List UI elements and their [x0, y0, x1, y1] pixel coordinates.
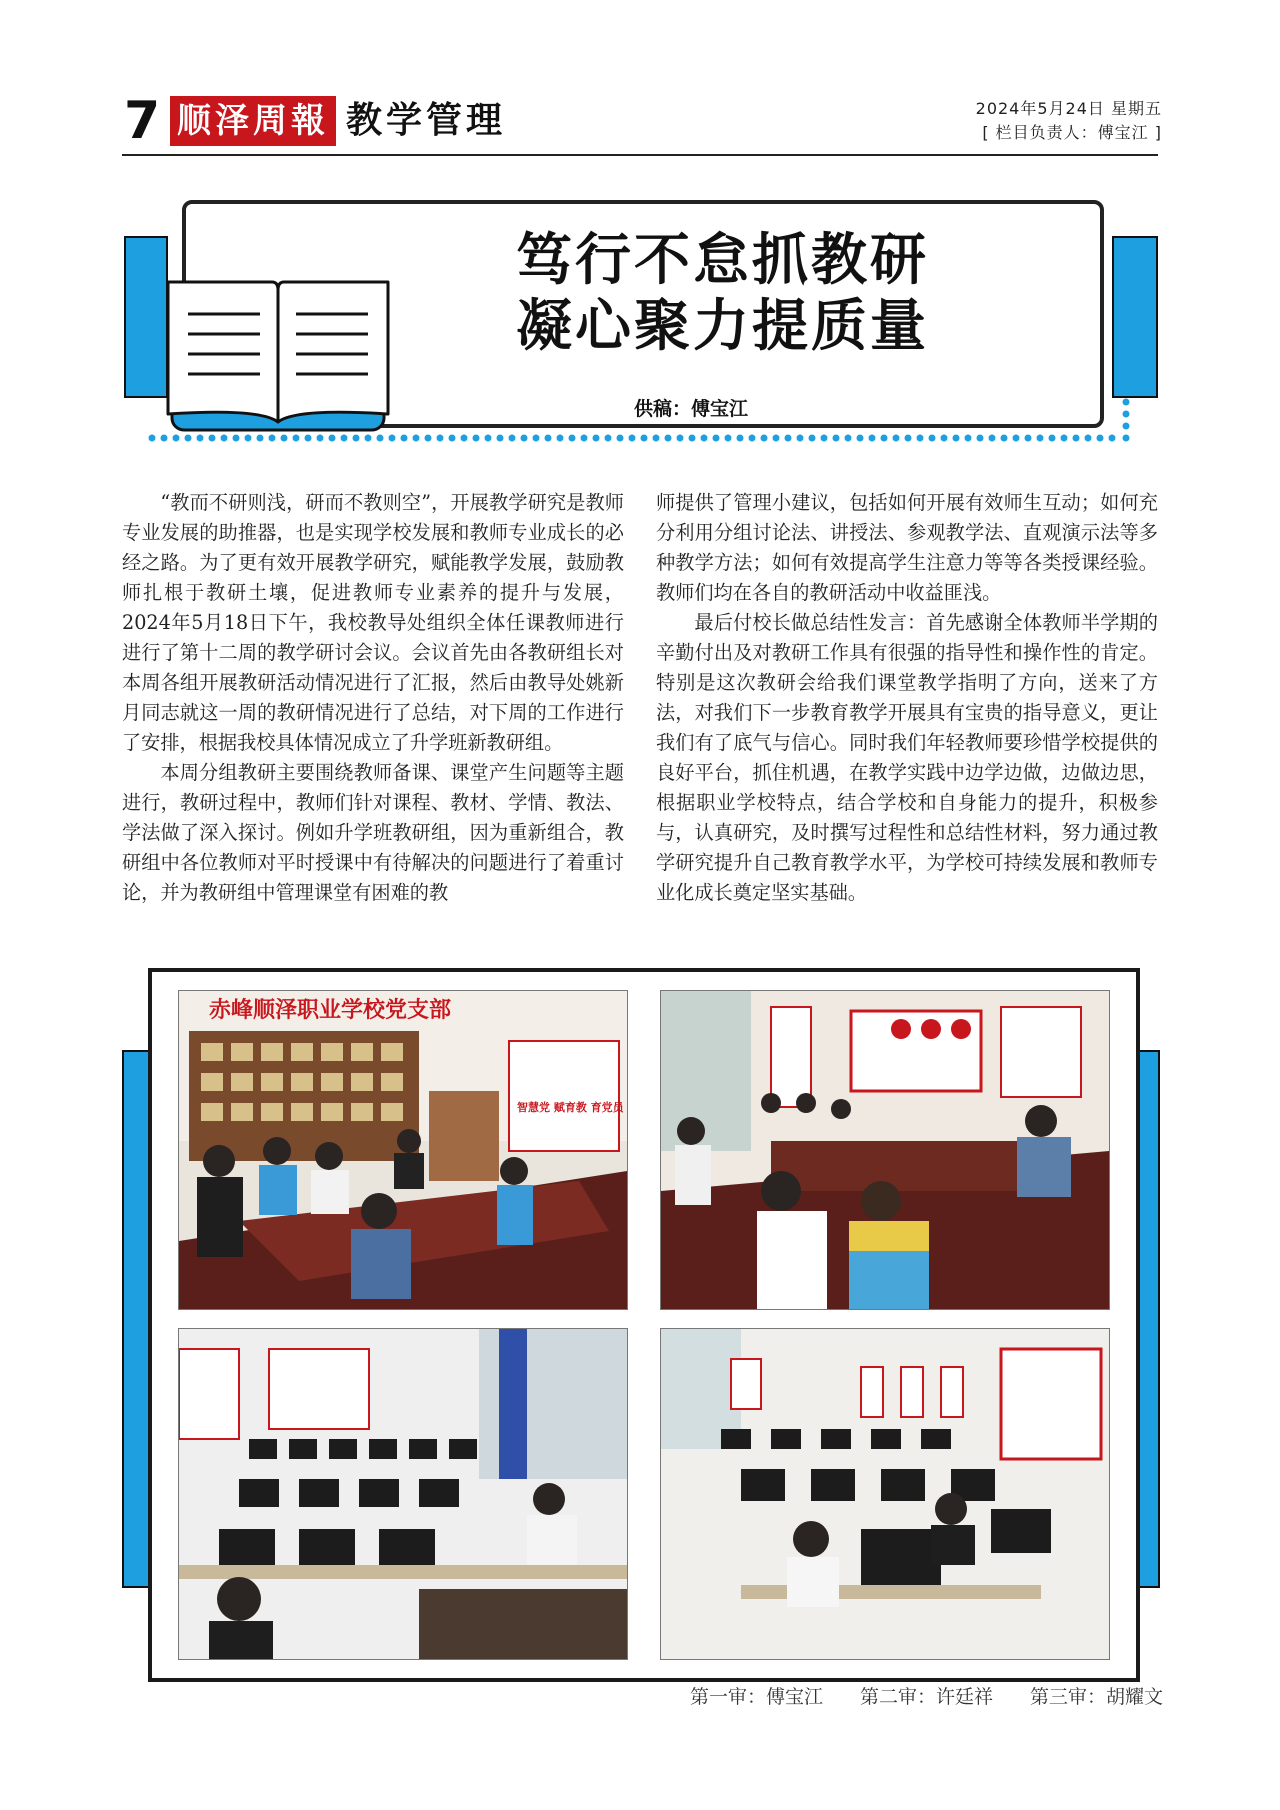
wall-slogan-text: 智慧党 赋育教 育党员 — [517, 1101, 624, 1114]
party-branch-wall-text: 赤峰顺泽职业学校党支部 — [209, 997, 452, 1023]
article-paragraph-continued: 师提供了管理小建议，包括如何开展有效师生互动；如何充分利用分组讨论法、讲授法、参观教学法、直观演示法等多种教学方法；如何有效提高学生注意力等等各类授课经验。教师们均在各自的教研活动中收益匪浅。 — [656, 491, 1158, 604]
article-byline: 供稿：傅宝江 — [634, 398, 749, 420]
column-editor: [ 栏目负责人：傅宝江 ] — [982, 123, 1162, 142]
article-paragraph: 最后付校长做总结性发言：首先感谢全体教师半学期的辛勤付出及对教研工作具有很强的指导性和操作性的肯定。特别是这次教研会给我们课堂教学指明了方向，送来了方法，对我们下一步教育教学开展具有宝贵的指导意义，更让我们有了底气与信心。同时我们年轻教师要珍惜学校提供的良好平台，抓住机遇，在教学实践中边学边做，边做边思，根据职业学校特点，结合学校和自身能力的提升，积极参与，认真研究，及时撰写过程性和总结性材料，努力通过教学研究提升自己教育教学水平，为学校可持续发展和教师专业化成长奠定坚实基础。 — [656, 611, 1158, 904]
section-title: 教学管理 — [346, 100, 507, 141]
article-title — [516, 228, 1076, 360]
title-dotted-border — [148, 396, 1138, 444]
title-right-accent-bar — [1112, 236, 1158, 398]
meeting-photo-1 — [178, 990, 628, 1310]
header-divider — [122, 154, 1158, 156]
article-paragraph: “教而不研则浅，研而不教则空”，开展教学研究是教师专业发展的助推器，也是实现学校发展和教师专业成长的必经之路。为了更有效开展教学研究，赋能教学发展，鼓励教师扎根于教研土壤，促进教师专业素养的提升与发展，2024年5月18日下午，我校教导处组织全体任课教师进行进行了第十二周的教学研讨会议。会议首先由各教研组长对本周各组开展教研活动情况进行了汇报，然后由教导处姚新月同志就这一周的教研情况进行了总结，对下周的工作进行了安排，根据我校具体情况成立了升学班新教研组。 — [122, 491, 624, 754]
issue-date: 2024年5月24日 星期五 — [975, 99, 1162, 118]
title-line-1: 笃行不怠抓教研 — [516, 228, 929, 293]
article-paragraph: 本周分组教研主要围绕教师备课、课堂产生问题等主题进行，教研过程中，教师们针对课程、教材、学情、教法、学法做了深入探讨。例如升学班教研组，因为重新组合，教研组中各位教师对平时授课中有待解决的问题进行了着重讨论，并为教研组中管理课堂有困难的教 — [122, 761, 624, 904]
page-number: 7 — [124, 91, 161, 151]
computer-lab-photo-2 — [660, 1328, 1110, 1660]
article-column-right — [656, 488, 1158, 908]
article-column-left — [122, 488, 624, 908]
reviewer-first: 第一审：傅宝江 — [690, 1686, 824, 1708]
meeting-photo-2 — [660, 990, 1110, 1310]
newspaper-masthead-logo: 顺泽周報 — [170, 96, 336, 146]
photo-collage-frame — [148, 968, 1140, 1682]
title-line-2: 凝心聚力提质量 — [516, 294, 929, 359]
computer-lab-photo-1 — [178, 1328, 628, 1660]
reviewer-third: 第三审：胡耀文 — [1030, 1686, 1164, 1708]
reviewer-second: 第二审：许廷祥 — [860, 1686, 994, 1708]
